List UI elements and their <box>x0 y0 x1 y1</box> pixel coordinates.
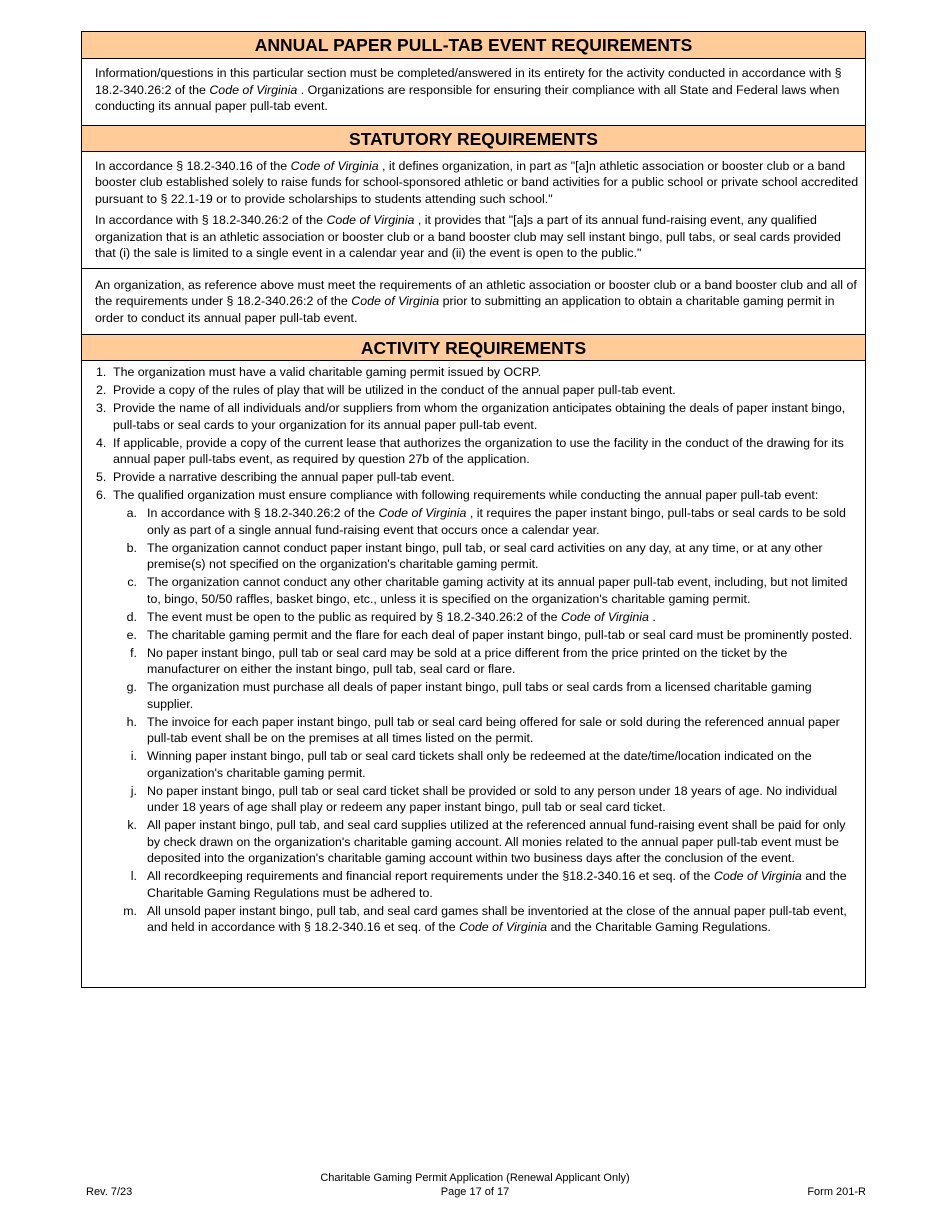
item-number: 2. <box>96 383 107 397</box>
list-item <box>82 364 863 381</box>
sub-item-text-end: and the Charitable Gaming Regulations must be adhered to. <box>147 869 847 900</box>
code-of-virginia-ref: Code of Virginia <box>713 869 802 883</box>
sub-item-m <box>82 903 863 936</box>
org-text: An organization, as reference above must meet the requirements of an athletic association or booster club or a band booster club and all of the requirements under § 18.2-340.26:2 of the <box>95 277 857 308</box>
intro-text: Information/questions in this particular section must be completed/answered in its entirety for the activity conducted in accordance with § 18.2-340.26:2 of the <box>95 66 842 97</box>
code-of-virginia-ref: Code of Virginia <box>209 82 298 97</box>
code-of-virginia-ref: Code of Virginia <box>351 294 440 308</box>
sub-item-letter: j. <box>130 783 137 798</box>
sub-item-text: The organization cannot conduct paper instant bingo, pull tab, or seal card activities on any day, at any time, or at any other premise(s) not specified on the organization's charitable gaming permit. <box>147 540 823 571</box>
sub-item-h <box>82 714 863 747</box>
sub-item-text: The organization must purchase all deals of paper instant bingo, pull tabs or seal cards from a licensed charitable gaming supplier. <box>147 680 812 711</box>
intro-paragraph <box>82 59 865 125</box>
organization-paragraph <box>82 269 865 335</box>
sub-item-text: All paper instant bingo, pull tab, and seal card supplies utilized at the referenced annual fund-raising event shall be paid for only by check drawn on the organization's charitable gaming account. All monies related to the annual paper pull-tab event must be deposited into the organization's charitable gaming account within two business days after the conclusion of the event. <box>147 818 846 865</box>
intro-text-end: . Organizations are responsible for ensuring their compliance with all State and Federal laws when conducting its annual paper pull-tab event. <box>95 82 840 113</box>
sub-item-text: No paper instant bingo, pull tab or seal card ticket shall be provided or sold to any person under 18 years of age. No individual under 18 years of age shall play or redeem any paper instant bingo, pull tab or seal card ticket. <box>147 783 838 814</box>
sub-item-letter: b. <box>126 540 137 555</box>
statutory-p2-text: In accordance with § 18.2-340.26:2 of the <box>95 213 327 227</box>
statutory-header: STATUTORY REQUIREMENTS <box>82 125 865 152</box>
sub-item-letter: g. <box>126 680 137 694</box>
requirements-form-frame <box>81 31 866 988</box>
sub-item-letter: e. <box>126 627 137 642</box>
item-number: 5. <box>96 470 107 484</box>
list-item <box>82 400 863 433</box>
code-of-virginia-ref: Code of Virginia <box>290 158 379 173</box>
item-number: 4. <box>96 435 107 450</box>
annual-event-header: ANNUAL PAPER PULL-TAB EVENT REQUIREMENTS <box>82 32 865 59</box>
sub-item-e <box>82 627 863 644</box>
list-item <box>82 487 863 504</box>
sub-item-text: All recordkeeping requirements and financial report requirements under the §18.2-340.16 et seq. of the <box>147 869 714 883</box>
sub-item-text: The organization cannot conduct any other charitable gaming activity at its annual paper pull-tab event, including, but not limited to, bingo, 50/50 raffles, basket bingo, etc., unless it is specified on the organization's charitable gaming permit. <box>147 575 848 606</box>
sub-item-b <box>82 540 863 573</box>
statutory-paragraph-1 <box>95 158 861 208</box>
code-of-virginia-ref: Code of Virginia <box>561 609 649 624</box>
sub-item-a <box>82 505 863 538</box>
sub-item-letter: a. <box>126 506 137 520</box>
list-item <box>82 435 863 468</box>
sub-item-text-end: and the Charitable Gaming Regulations. <box>547 920 771 934</box>
sub-item-letter: m. <box>123 903 137 918</box>
application-title: Charitable Gaming Permit Application (Renewal Applicant Only) <box>320 1172 630 1184</box>
as-word: as <box>554 158 568 173</box>
page-number: Page 17 of 17 <box>440 1186 510 1198</box>
sub-item-text-end: . <box>648 609 656 624</box>
item-number: 1. <box>96 365 107 379</box>
activity-requirements-list <box>82 361 865 936</box>
sub-item-letter: i. <box>130 749 137 763</box>
statutory-p1-quote: "[a]n athletic association or booster club or a band booster club established solely to raise funds for school-sponsored athletic or band activities for a public school or private school accredited pursuant to § 22.1-19 or to provide scholarships to students attending such school." <box>95 158 859 206</box>
sub-item-text: All unsold paper instant bingo, pull tab, and seal card games shall be inventoried at the close of the annual paper pull-tab event, and held in accordance with § 18.2-340.16 et seq. of the <box>147 903 847 934</box>
sub-item-letter: d. <box>126 609 137 624</box>
statutory-p1-text-2: , it defines organization, in part <box>378 158 555 173</box>
sub-item-l <box>82 868 863 901</box>
item-text: If applicable, provide a copy of the current lease that authorizes the organization to use the facility in the conduct of the drawing for its annual paper pull-tabs event, as required by question 27b of the application. <box>113 435 844 466</box>
item-number: 6. <box>96 488 107 502</box>
item-text: The organization must have a valid charitable gaming permit issued by OCRP. <box>113 365 542 379</box>
statutory-p1-text: In accordance § 18.2-340.16 of the <box>95 158 291 173</box>
item-text: Provide a copy of the rules of play that will be utilized in the conduct of the annual paper pull-tab event. <box>113 383 676 397</box>
sub-item-text: The event must be open to the public as required by § 18.2-340.26:2 of the <box>147 609 561 624</box>
sub-item-letter: h. <box>126 714 137 729</box>
footer-center <box>250 1171 700 1199</box>
code-of-virginia-ref: Code of Virginia <box>378 506 467 520</box>
sub-item-text: The charitable gaming permit and the flare for each deal of paper instant bingo, pull-tab or seal card must be prominently posted. <box>147 627 853 642</box>
sub-item-text: Winning paper instant bingo, pull tab or seal card tickets shall only be redeemed at the date/time/location indicated on the organization's charitable gaming permit. <box>147 749 812 780</box>
statutory-p2-quote: , it provides that "[a]s a part of its annual fund-raising event, any qualified organization that is an athletic association or booster club or a band booster club may sell instant bingo, pull tabs, or seal cards provided that (i) the sale is limited to a single event in a calendar year and (ii) the event is open to the public." <box>95 213 841 260</box>
code-of-virginia-ref: Code of Virginia <box>459 920 548 934</box>
item-text: Provide the name of all individuals and/or suppliers from whom the organization anticipates obtaining the deals of paper instant bingo, pull-tabs or seal cards to your organization for its annual paper pull-tab event. <box>113 401 846 432</box>
code-of-virginia-ref: Code of Virginia <box>326 213 415 227</box>
statutory-paragraph-2 <box>95 212 861 262</box>
item-number: 3. <box>96 401 107 415</box>
statutory-section <box>82 152 865 269</box>
sub-item-letter: k. <box>127 818 137 832</box>
sub-item-text-end: , it requires the paper instant bingo, pull-tabs or seal cards to be sold only as part of a single annual fund-raising event that occurs once a calendar year. <box>147 506 846 537</box>
org-text-end: prior to submitting an application to obtain a charitable gaming permit in order to conduct its annual paper pull-tab event. <box>95 294 835 325</box>
form-number: Form 201-R <box>807 1186 866 1198</box>
sub-item-text: The invoice for each paper instant bingo, pull tab or seal card being offered for sale or sold during the referenced annual paper pull-tab event shall be on the premises at all times listed on the permit. <box>147 714 840 745</box>
activity-header: ACTIVITY REQUIREMENTS <box>82 334 865 361</box>
list-item <box>82 382 863 399</box>
list-item <box>82 469 863 486</box>
sub-item-letter: c. <box>127 575 137 589</box>
item-text: The qualified organization must ensure compliance with following requirements while conducting the annual paper pull-tab event: <box>113 488 819 502</box>
sub-item-j <box>82 783 863 816</box>
item-text: Provide a narrative describing the annual paper pull-tab event. <box>113 470 455 484</box>
sub-item-d <box>82 609 863 626</box>
sub-item-letter: f. <box>130 645 137 660</box>
sub-item-k <box>82 817 863 867</box>
sub-item-c <box>82 574 863 607</box>
sub-item-g <box>82 679 863 712</box>
sub-item-letter: l. <box>130 869 137 883</box>
sub-item-text: In accordance with § 18.2-340.26:2 of the <box>147 506 379 520</box>
sub-item-text: No paper instant bingo, pull tab or seal card may be sold at a price different from the price printed on the ticket by the manufacturer on either the instant bingo, pull tab, seal card or flare. <box>147 645 788 676</box>
sub-item-f <box>82 645 863 678</box>
revision-label: Rev. 7/23 <box>86 1186 133 1198</box>
sub-item-i <box>82 748 863 781</box>
